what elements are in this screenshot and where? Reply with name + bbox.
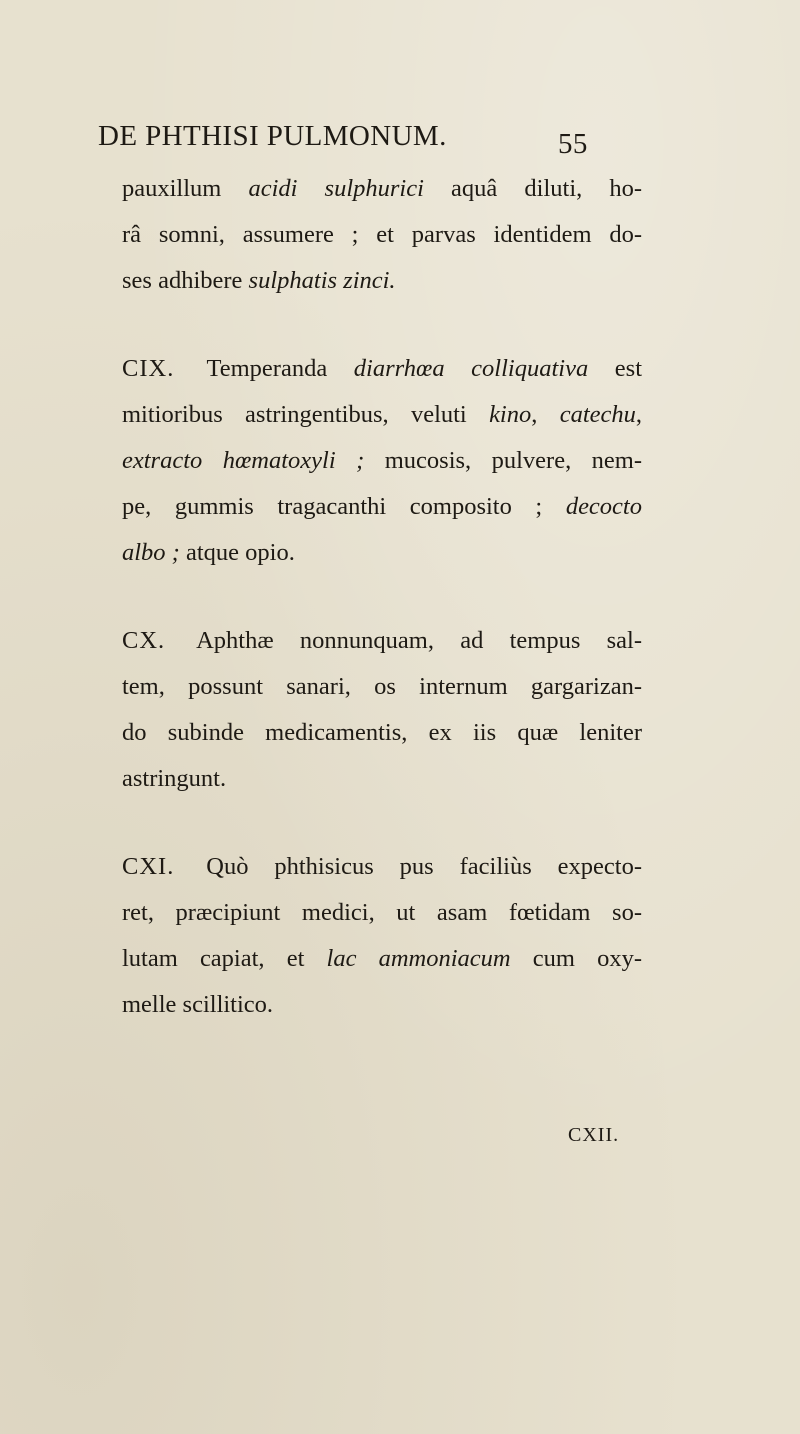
text-line	[122, 710, 642, 756]
section-number: CXI.	[122, 853, 175, 880]
text-run: est	[588, 355, 643, 382]
text-run: pauxillum	[122, 175, 249, 202]
italic-text: kino	[489, 401, 532, 428]
text-line	[122, 844, 642, 890]
running-title: DE PHTHISI PULMONUM.	[98, 120, 447, 152]
text-run: tem, possunt sanari, os internum gargarizan-	[122, 673, 642, 700]
text-run: ,	[531, 401, 560, 428]
text-run: ,	[635, 401, 643, 428]
text-line	[122, 212, 642, 258]
text-line	[122, 890, 642, 936]
text-run: mucosis, pulvere, nem-	[364, 447, 642, 474]
italic-text: catechu	[559, 401, 636, 428]
text-line	[122, 258, 642, 304]
text-line	[122, 936, 642, 982]
text-line	[122, 618, 642, 664]
text-line	[122, 530, 642, 576]
text-run: lutam capiat, et	[122, 945, 327, 972]
text-line	[122, 664, 642, 710]
paragraph	[122, 618, 642, 802]
page-body	[122, 166, 642, 1028]
text-run: râ somni, assumere ; et parvas identidem do-	[122, 221, 642, 248]
text-line	[122, 756, 642, 802]
italic-text: albo ;	[122, 539, 180, 566]
text-line	[122, 346, 642, 392]
italic-text: sulphatis zinci.	[248, 267, 396, 294]
text-run: melle scillitico.	[122, 991, 274, 1018]
text-line	[122, 438, 642, 484]
text-run: Temperanda	[180, 355, 354, 382]
text-run: Aphthæ nonnunquam, ad tempus sal-	[171, 627, 642, 654]
text-line	[122, 982, 642, 1028]
text-run: do subinde medicamentis, ex iis quæ leniter	[122, 719, 642, 746]
text-run: cum oxy-	[510, 945, 643, 972]
italic-text: diarrhœa colliquativa	[353, 355, 589, 382]
text-line	[122, 392, 642, 438]
italic-text: acidi sulphurici	[248, 175, 424, 202]
text-run: Quò phthisicus pus faciliùs expecto-	[180, 853, 642, 880]
text-run: ret, præcipiunt medici, ut asam fœtidam so-	[122, 899, 642, 926]
text-run: ses adhibere	[122, 267, 249, 294]
section-number: CX.	[122, 627, 166, 654]
paragraph	[122, 166, 642, 304]
text-line	[122, 166, 642, 212]
italic-text: lac ammoniacum	[326, 945, 511, 972]
paragraph	[122, 844, 642, 1028]
page-number: 55	[558, 128, 588, 160]
text-run: aquâ diluti, ho-	[423, 175, 643, 202]
paragraph	[122, 346, 642, 576]
page-header	[98, 120, 608, 160]
catchword: CXII.	[568, 1124, 620, 1146]
italic-text: decocto	[565, 493, 642, 520]
text-run: mitioribus astringentibus, veluti	[122, 401, 490, 428]
text-run: pe, gummis tragacanthi composito ;	[122, 493, 566, 520]
italic-text: extracto hœmatoxyli ;	[122, 447, 365, 474]
text-run: atque opio.	[179, 539, 295, 566]
section-number: CIX.	[122, 355, 175, 382]
text-run: astringunt.	[122, 765, 227, 792]
text-line	[122, 484, 642, 530]
